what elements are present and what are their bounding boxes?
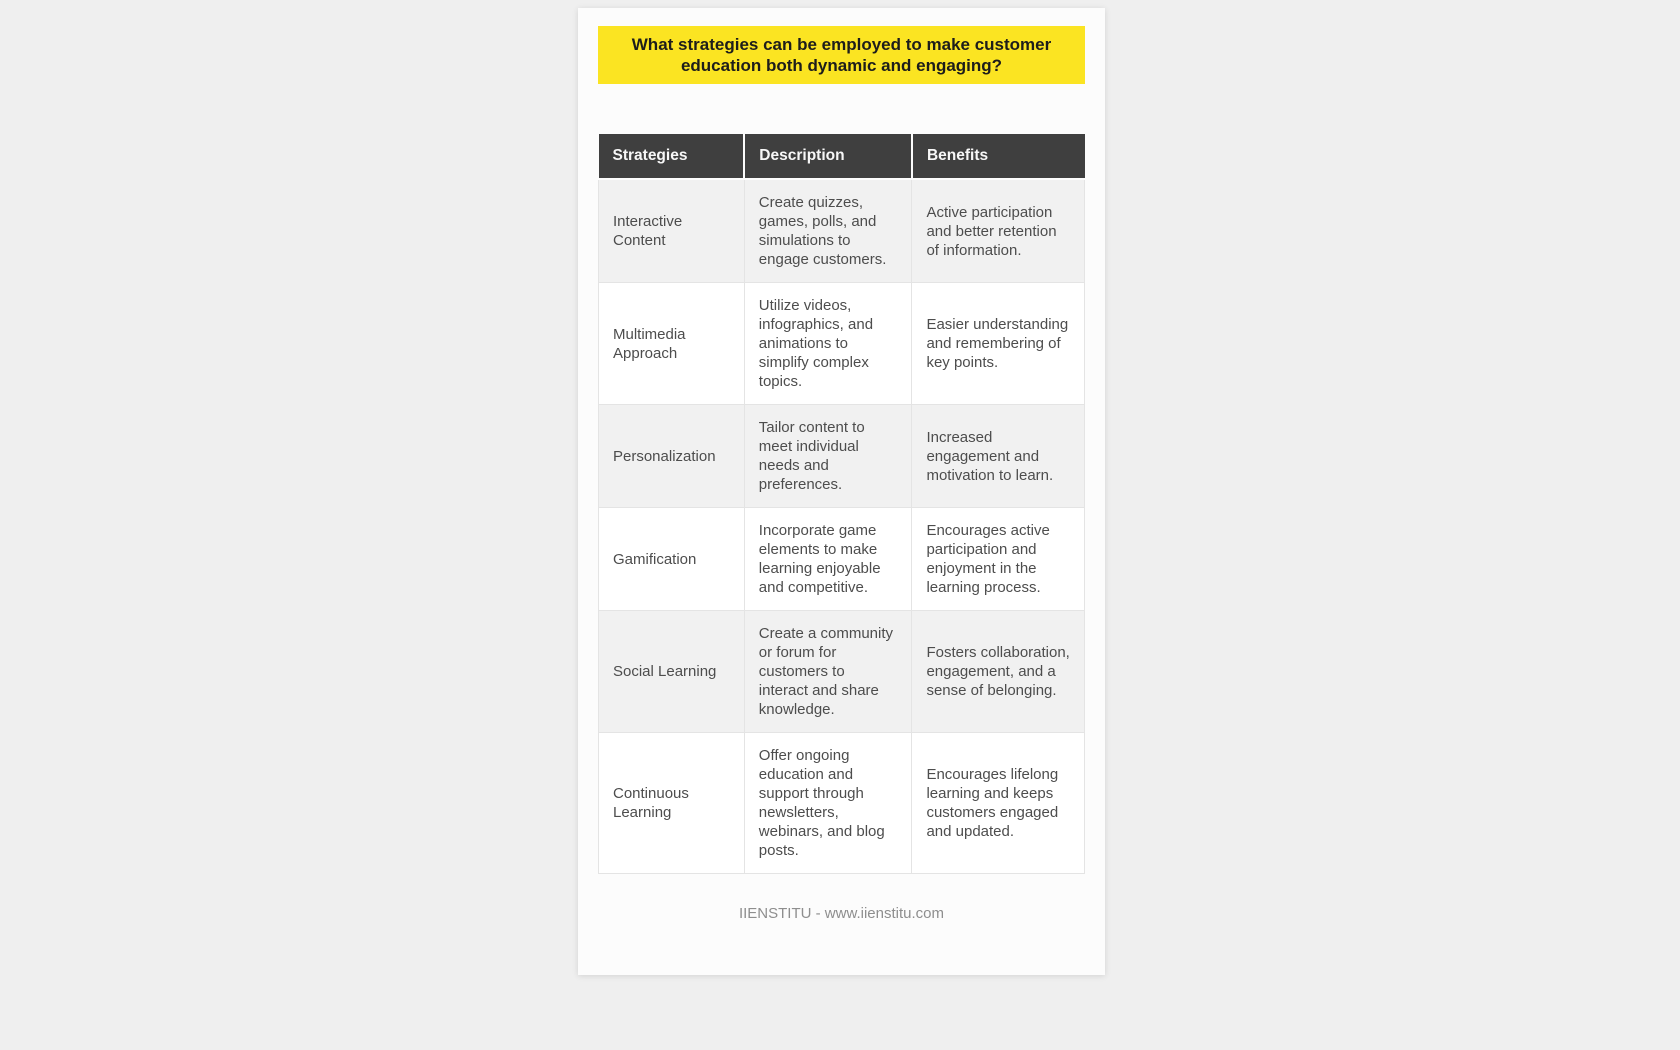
description-cell: Utilize videos, infographics, and animations to simplify complex topics. xyxy=(744,283,912,405)
benefits-cell: Increased engagement and motivation to learn. xyxy=(912,405,1085,508)
page-title: What strategies can be employed to make customer education both dynamic and engaging? xyxy=(598,26,1085,84)
strategy-cell: Social Learning xyxy=(599,611,745,733)
strategy-cell: Interactive Content xyxy=(599,179,745,283)
strategy-cell: Multimedia Approach xyxy=(599,283,745,405)
column-header-description: Description xyxy=(744,134,912,179)
column-header-strategies: Strategies xyxy=(599,134,745,179)
table-row xyxy=(599,283,1085,405)
strategy-cell: Gamification xyxy=(599,508,745,611)
column-header-benefits: Benefits xyxy=(912,134,1085,179)
description-cell: Offer ongoing education and support through newsletters, webinars, and blog posts. xyxy=(744,733,912,874)
table-header-row xyxy=(599,134,1085,179)
description-cell: Create quizzes, games, polls, and simulations to engage customers. xyxy=(744,179,912,283)
benefits-cell: Fosters collaboration, engagement, and a sense of belonging. xyxy=(912,611,1085,733)
benefits-cell: Encourages lifelong learning and keeps customers engaged and updated. xyxy=(912,733,1085,874)
table-row xyxy=(599,405,1085,508)
benefits-cell: Active participation and better retention of information. xyxy=(912,179,1085,283)
strategy-cell: Continuous Learning xyxy=(599,733,745,874)
description-cell: Incorporate game elements to make learning enjoyable and competitive. xyxy=(744,508,912,611)
strategy-cell: Personalization xyxy=(599,405,745,508)
description-cell: Create a community or forum for customers to interact and share knowledge. xyxy=(744,611,912,733)
table-row xyxy=(599,611,1085,733)
footer-attribution: IIENSTITU - www.iienstitu.com xyxy=(738,905,945,922)
strategies-table xyxy=(598,134,1085,874)
benefits-cell: Easier understanding and remembering of key points. xyxy=(912,283,1085,405)
description-cell: Tailor content to meet individual needs and preferences. xyxy=(744,405,912,508)
table-row xyxy=(599,733,1085,874)
benefits-cell: Encourages active participation and enjoyment in the learning process. xyxy=(912,508,1085,611)
table-row xyxy=(599,508,1085,611)
document-card xyxy=(578,8,1105,975)
table-row xyxy=(599,179,1085,283)
